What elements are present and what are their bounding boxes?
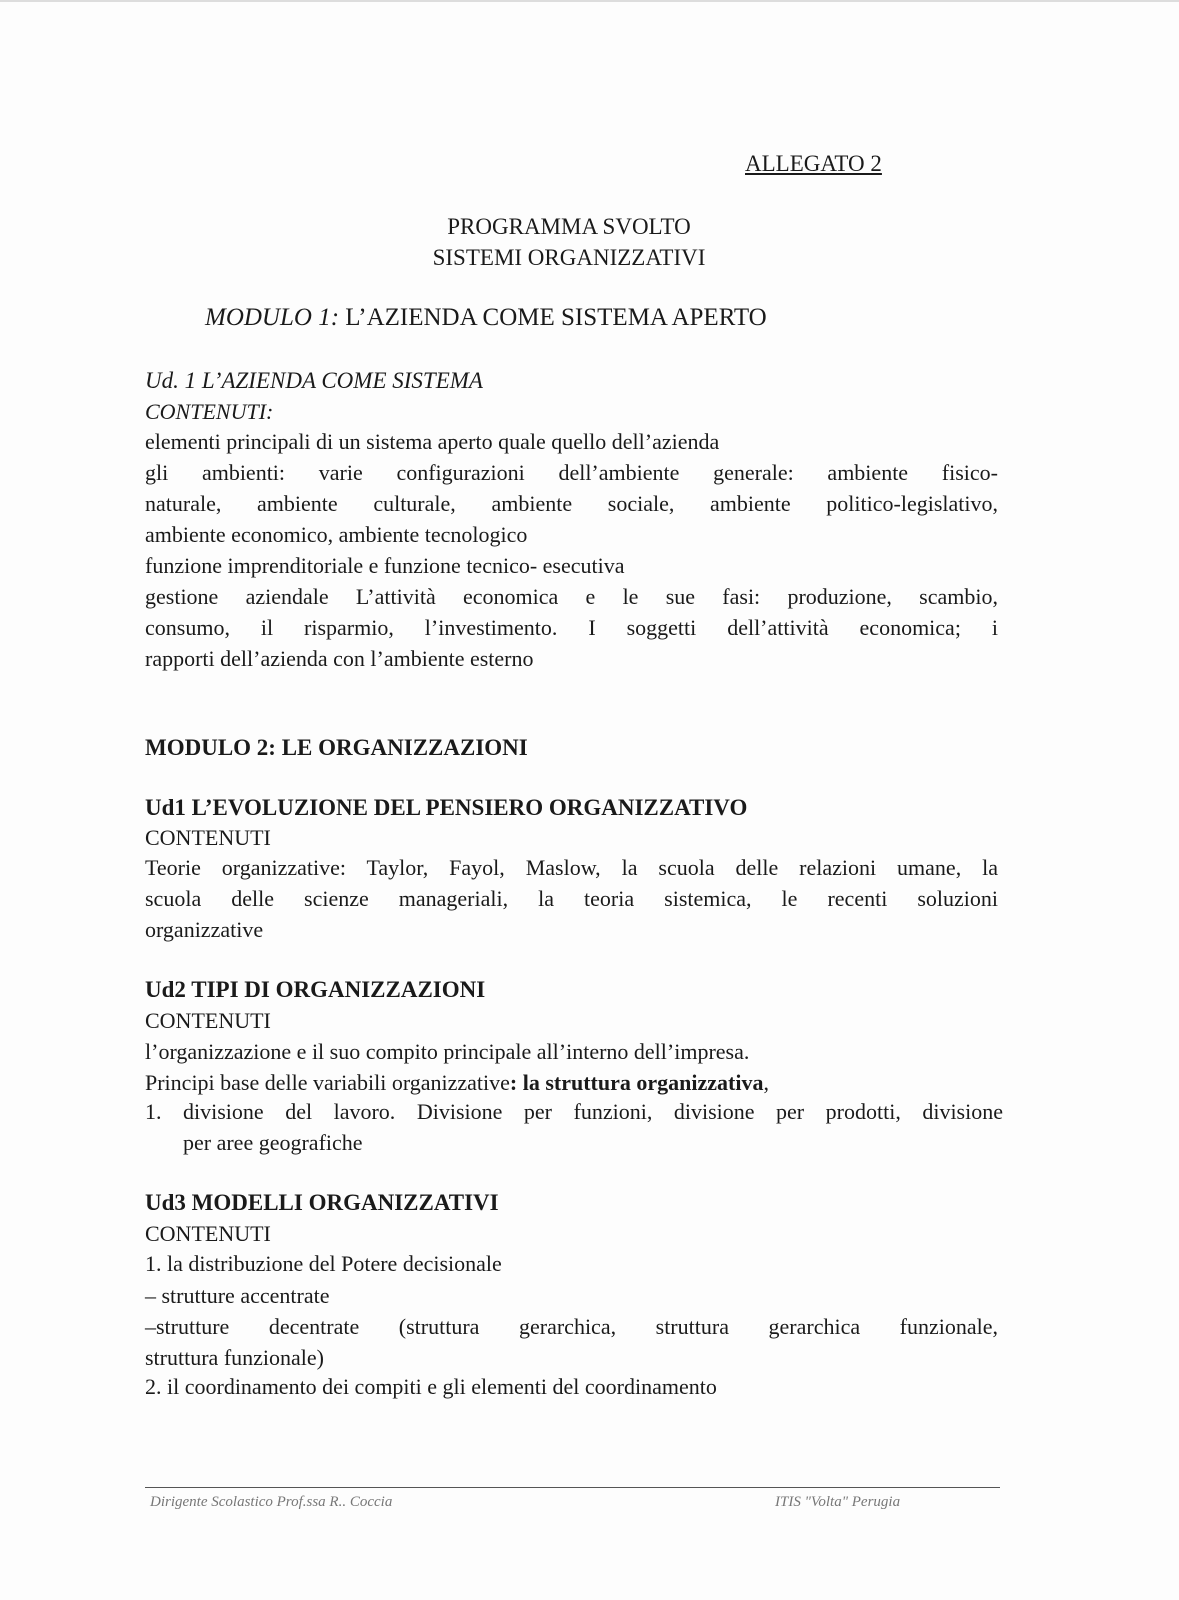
title-subject: SISTEMI ORGANIZZATIVI (432, 245, 706, 270)
m2-ud3-line: – strutture accentrate (145, 1283, 330, 1308)
m2-ud3-line: –strutture decentrate (struttura gerarchica, struttura gerarchica funzionale, (145, 1314, 998, 1339)
m2-ud3-title: Ud3 MODELLI ORGANIZZATIVI (145, 1190, 499, 1215)
m2-ud2-title: Ud2 TIPI DI ORGANIZZAZIONI (145, 977, 486, 1002)
m2-ud2-item-cont: per aree geografiche (183, 1130, 363, 1155)
text: Principi base delle variabili organizzative (145, 1070, 510, 1095)
m1-line: gli ambienti: varie configurazioni dell’ambiente generale: ambiente fisico- (145, 460, 998, 485)
m2-ud3-line: 2. il coordinamento dei compiti e gli elementi del coordinamento (145, 1374, 717, 1399)
m2-ud3-contenuti: CONTENUTI (145, 1221, 271, 1246)
m2-ud1-line: Teorie organizzative: Taylor, Fayol, Maslow, la scuola delle relazioni umane, la (145, 855, 998, 880)
m1-line: consumo, il risparmio, l’investimento. I soggetti dell’attività economica; i (145, 615, 998, 640)
m2-ud3-line: 1. la distribuzione del Potere decisionale (145, 1251, 502, 1276)
bold-text: : la struttura organizzativa (509, 1070, 764, 1095)
m1-line: ambiente economico, ambiente tecnologico (145, 522, 528, 547)
m2-ud3-line: struttura funzionale) (145, 1345, 324, 1370)
m2-ud1-contenuti: CONTENUTI (145, 825, 271, 850)
module1-title: L’AZIENDA COME SISTEMA APERTO (339, 304, 767, 331)
module1-label: MODULO 1: (205, 304, 340, 331)
m2-ud2-item: 1. divisione del lavoro. Divisione per funzioni, divisione per prodotti, divisione (145, 1099, 1003, 1124)
module2-heading: MODULO 2: LE ORGANIZZAZIONI (145, 735, 528, 760)
m1-contenuti: CONTENUTI: (145, 399, 274, 424)
m2-ud2-contenuti: CONTENUTI (145, 1008, 271, 1033)
m1-line: funzione imprenditoriale e funzione tecnico- esecutiva (145, 553, 625, 578)
scan-edge (0, 0, 1179, 2)
comma: , (763, 1070, 769, 1095)
m2-ud2-line: l’organizzazione e il suo compito principale all’interno dell’impresa. (145, 1039, 750, 1064)
allegato-label: ALLEGATO 2 (745, 151, 882, 176)
m2-ud2-line (145, 1069, 769, 1097)
m1-line: naturale, ambiente culturale, ambiente sociale, ambiente politico-legislativo, (145, 491, 998, 516)
module1-heading (205, 304, 767, 332)
m2-ud1-line: scuola delle scienze manageriali, la teoria sistemica, le recenti soluzioni (145, 886, 998, 911)
footer-right: ITIS "Volta" Perugia (775, 1494, 901, 1510)
m1-ud1-title: Ud. 1 L’AZIENDA COME SISTEMA (145, 368, 483, 393)
footer-rule (145, 1487, 1000, 1488)
m1-line: rapporti dell’azienda con l’ambiente esterno (145, 646, 534, 671)
m2-ud1-title: Ud1 L’EVOLUZIONE DEL PENSIERO ORGANIZZATIVO (145, 795, 748, 820)
title-programma: PROGRAMMA SVOLTO (447, 214, 691, 239)
footer-left: Dirigente Scolastico Prof.ssa R.. Coccia (150, 1494, 393, 1510)
m1-line: elementi principali di un sistema aperto quale quello dell’azienda (145, 429, 720, 454)
m1-line: gestione aziendale L’attività economica e le sue fasi: produzione, scambio, (145, 584, 998, 609)
m2-ud1-line: organizzative (145, 917, 264, 942)
